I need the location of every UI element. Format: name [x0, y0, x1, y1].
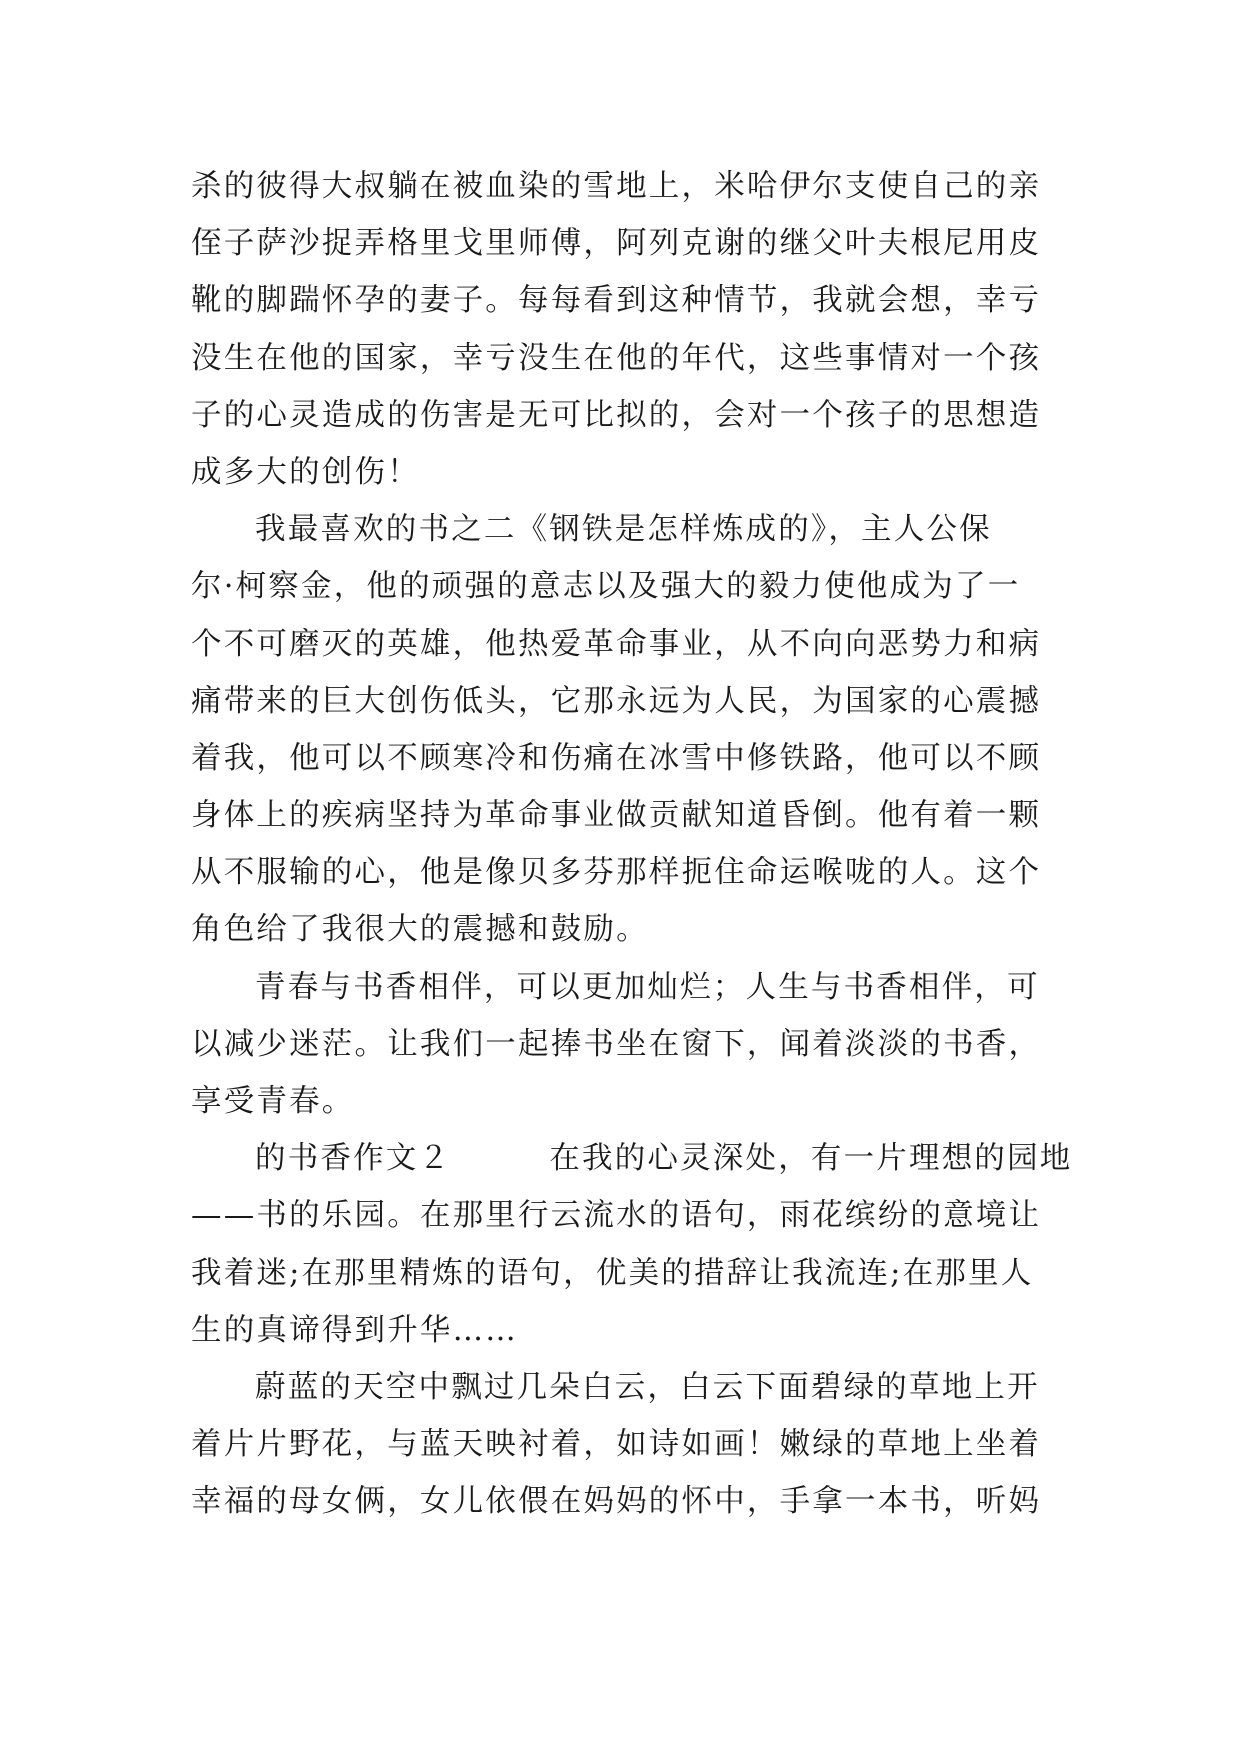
- essay-text: [191, 158, 1073, 1531]
- text-line: 以减少迷茫。让我们一起捧书坐在窗下，闻着淡淡的书香，: [191, 1026, 1042, 1062]
- text-line: 成多大的创伤！: [191, 454, 420, 490]
- text-line: 角色给了我很大的震撼和鼓励。: [191, 912, 649, 948]
- text-line: 痛带来的巨大创伤低头，它那永远为人民，为国家的心震撼: [191, 683, 1042, 719]
- text-line: 尔·柯察金，他的顽强的意志以及强大的毅力使他成为了一: [191, 569, 1021, 605]
- text-line: 着我，他可以不顾寒冷和伤痛在冰雪中修铁路，他可以不顾: [191, 740, 1042, 776]
- text-line: ——书的乐园。在那里行云流水的语句，雨花缤纷的意境让: [191, 1198, 1042, 1234]
- text-line: 生的真谛得到升华……: [191, 1312, 518, 1348]
- text-line: 子的心灵造成的伤害是无可比拟的，会对一个孩子的思想造: [191, 397, 1042, 433]
- text-line: 个不可磨灭的英雄，他热爱革命事业，从不向向恶势力和病: [191, 626, 1042, 662]
- text-line: 靴的脚踹怀孕的妻子。每每看到这种情节，我就会想，幸亏: [191, 283, 1042, 319]
- text-line: 我着迷;在那里精炼的语句，优美的措辞让我流连;在那里人: [191, 1255, 1034, 1291]
- paragraph-start-line: 蔚蓝的天空中飘过几朵白云，白云下面碧绿的草地上开: [255, 1369, 1040, 1405]
- text-line: 从不服输的心，他是像贝多芬那样扼住命运喉咙的人。这个: [191, 855, 1042, 891]
- text-line: 着片片野花，与蓝天映衬着，如诗如画！嫩绿的草地上坐着: [191, 1427, 1042, 1463]
- text-line: 幸福的母女俩，女儿依偎在妈妈的怀中，手拿一本书，听妈: [191, 1484, 1042, 1520]
- text-line: 没生在他的国家，幸亏没生在他的年代，这些事情对一个孩: [191, 340, 1042, 376]
- paragraph-start-line: 的书香作文２ 在我的心灵深处，有一片理想的园地: [255, 1141, 1073, 1177]
- text-line: 杀的彼得大叔躺在被血染的雪地上，米哈伊尔支使自己的亲: [191, 169, 1042, 204]
- paragraph-start-line: 我最喜欢的书之二《钢铁是怎样炼成的》，主人公保: [255, 512, 992, 548]
- text-line: 身体上的疾病坚持为革命事业做贡献知道昏倒。他有着一颗: [191, 798, 1042, 834]
- text-line: 侄子萨沙捉弄格里戈里师傅，阿列克谢的继父叶夫根尼用皮: [191, 226, 1042, 262]
- paragraph-start-line: 青春与书香相伴，可以更加灿烂；人生与书香相伴，可: [255, 969, 1040, 1005]
- text-line: 享受青春。: [191, 1084, 355, 1119]
